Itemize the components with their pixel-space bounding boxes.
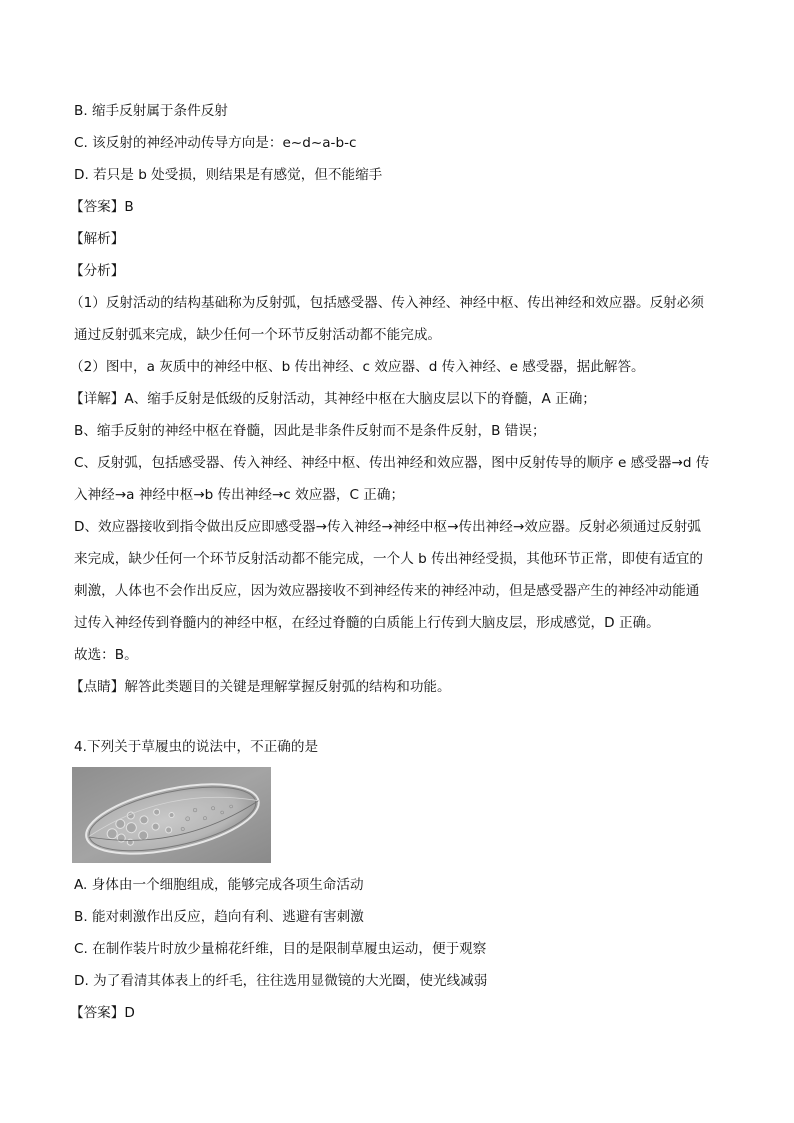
q3-comment: 【点睛】解答此类题目的关键是理解掌握反射弧的结构和功能。 — [70, 679, 451, 695]
q3-choice: 故选：B。 — [74, 647, 138, 663]
q4-option-c: C. 在制作装片时放少量棉花纤维，目的是限制草履虫运动，便于观察 — [74, 941, 487, 957]
q3-detail-b: B、缩手反射的神经中枢在脊髓，因此是非条件反射而不是条件反射，B 错误； — [74, 423, 546, 439]
paramecium-image — [72, 767, 271, 863]
q3-detail-c-line-2: 入神经→a 神经中枢→b 传出神经→c 效应器，C 正确； — [74, 487, 405, 503]
q3-paragraph-1-line-2: 通过反射弧来完成，缺少任何一个环节反射活动都不能完成。 — [74, 327, 442, 343]
q3-answer: 【答案】B — [70, 199, 134, 215]
q3-detail-d-line-4: 过传入神经传到脊髓内的神经中枢，在经过脊髓的白质能上行传到大脑皮层，形成感觉，D 正确。 — [74, 615, 660, 631]
q3-paragraph-2: （2）图中，a 灰质中的神经中枢、b 传出神经、c 效应器、d 传入神经、e 感受器，据此解答。 — [70, 359, 645, 375]
paramecium-micrograph-illustration — [72, 767, 271, 863]
q3-detail-d-line-3: 刺激，人体也不会作出反应，因为效应器接收不到神经传来的神经冲动，但是感受器产生的神经冲动能通 — [74, 583, 700, 599]
q4-option-d: D. 为了看清其体表上的纤毛，往往选用显微镜的大光圈，使光线减弱 — [74, 973, 488, 989]
q3-option-c: C. 该反射的神经冲动传导方向是：e~d~a-b-c — [74, 135, 357, 151]
q4-option-b: B. 能对刺激作出反应，趋向有利、逃避有害刺激 — [74, 909, 364, 925]
q4-answer: 【答案】D — [70, 1005, 135, 1021]
q4-option-a: A. 身体由一个细胞组成，能够完成各项生命活动 — [74, 877, 364, 893]
q3-detail-d-line-1: D、效应器接收到指令做出反应即感受器→传入神经→神经中枢→传出神经→效应器。反射必须通过反射弧 — [74, 519, 701, 535]
q3-analysis-heading: 【解析】 — [70, 231, 125, 247]
q3-detail-d-line-2: 来完成，缺少任何一个环节反射活动都不能完成，一个人 b 传出神经受损，其他环节正常，即使有适宜的 — [74, 551, 703, 567]
q3-option-b: B. 缩手反射属于条件反射 — [74, 103, 228, 119]
q3-option-d: D. 若只是 b 处受损，则结果是有感觉，但不能缩手 — [74, 167, 383, 183]
q3-paragraph-1-line-1: （1）反射活动的结构基础称为反射弧，包括感受器、传入神经、神经中枢、传出神经和效应器。反射必须 — [70, 295, 704, 311]
q3-detail-a: 【详解】A、缩手反射是低级的反射活动，其神经中枢在大脑皮层以下的脊髓，A 正确； — [70, 391, 596, 407]
q3-detail-c-line-1: C、反射弧，包括感受器、传入神经、神经中枢、传出神经和效应器，图中反射传导的顺序 e 感受器→d 传 — [74, 455, 710, 471]
q3-fenxi-heading: 【分析】 — [70, 263, 125, 279]
q4-stem: 4.下列关于草履虫的说法中，不正确的是 — [74, 739, 319, 755]
